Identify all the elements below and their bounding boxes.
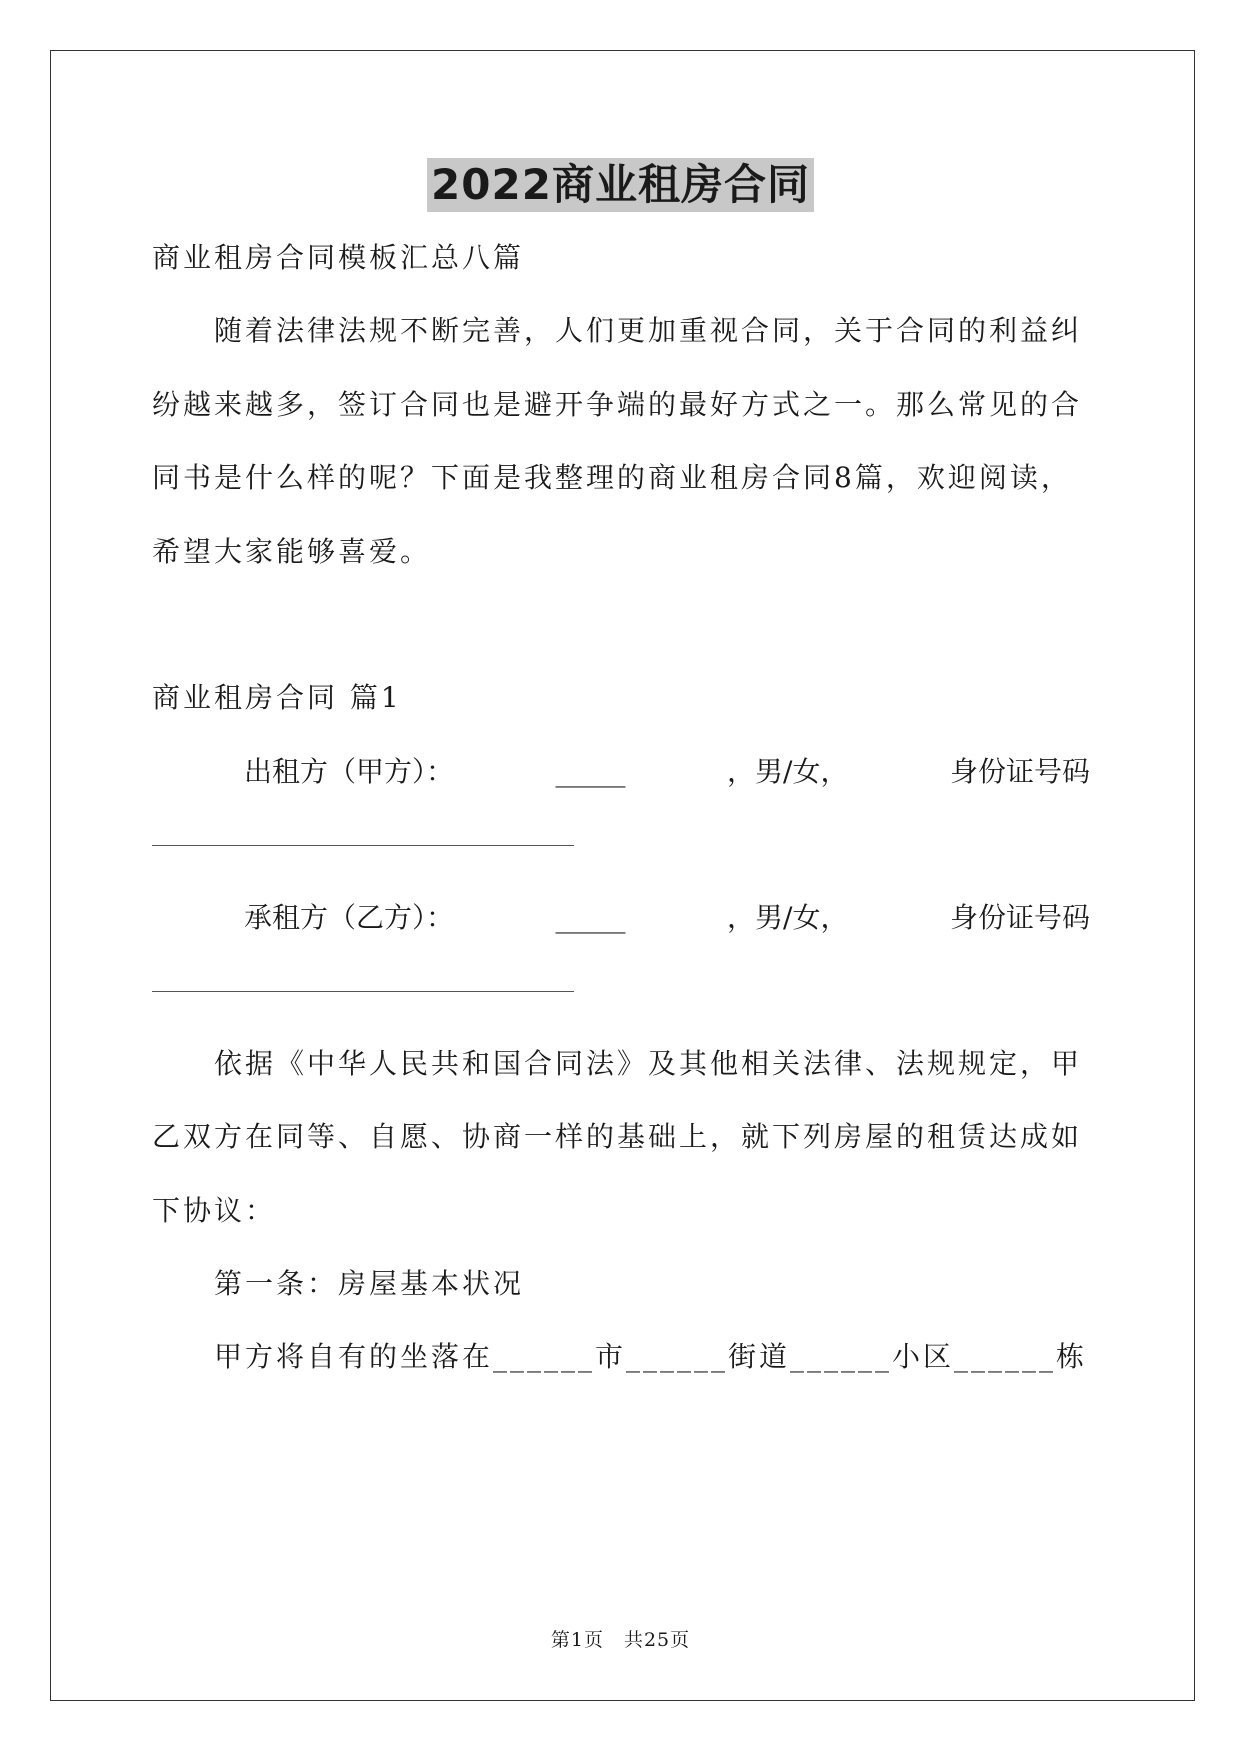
basis-line-2: 乙双方在同等、自愿、协商一样的基础上，就下列房屋的租赁达成如 xyxy=(152,1120,1083,1153)
article-one-heading: 第一条：房屋基本状况 xyxy=(214,1267,525,1300)
lessor-gender: ，男/女， xyxy=(727,755,849,788)
intro-line-1: 随着法律法规不断完善，人们更加重视合同，关于合同的利益纠 xyxy=(214,314,1083,347)
lessee-name-blank: _____ xyxy=(555,901,626,934)
title-container xyxy=(0,158,1241,212)
basis-line-1: 依据《中华人民共和国合同法》及其他相关法律、法规规定，甲 xyxy=(214,1047,1083,1080)
intro-line-3: 同书是什么样的呢？下面是我整理的商业租房合同8篇，欢迎阅读， xyxy=(152,461,1072,494)
intro-line-4: 希望大家能够喜爱。 xyxy=(152,535,432,568)
document-title: 2022商业租房合同 xyxy=(427,158,814,212)
intro-line-2: 纷越来越多，签订合同也是避开争端的最好方式之一。那么常见的合 xyxy=(152,388,1083,421)
lessor-row xyxy=(244,754,1090,790)
section-heading: 商业租房合同 篇1 xyxy=(152,681,402,714)
lessor-id-label: 身份证号码 xyxy=(949,755,1090,788)
lessor-name-blank: _____ xyxy=(555,755,626,788)
article-one-text: 甲方将自有的坐落在______市______街道______小区______栋 xyxy=(214,1340,1088,1373)
lessee-row xyxy=(244,900,1090,936)
lessor-id-blank-line xyxy=(152,845,574,846)
lessee-id-label: 身份证号码 xyxy=(949,901,1090,934)
lessor-label: 出租方（甲方）： xyxy=(244,755,455,788)
lessee-id-blank-line xyxy=(152,991,574,992)
page-border xyxy=(50,50,1195,1701)
lessee-label: 承租方（乙方）： xyxy=(244,901,455,934)
basis-line-3: 下协议： xyxy=(152,1194,277,1227)
page-footer: 第1页 共25页 xyxy=(550,1629,691,1651)
document-subtitle: 商业租房合同模板汇总八篇 xyxy=(152,241,525,274)
lessee-gender: ，男/女， xyxy=(727,901,849,934)
